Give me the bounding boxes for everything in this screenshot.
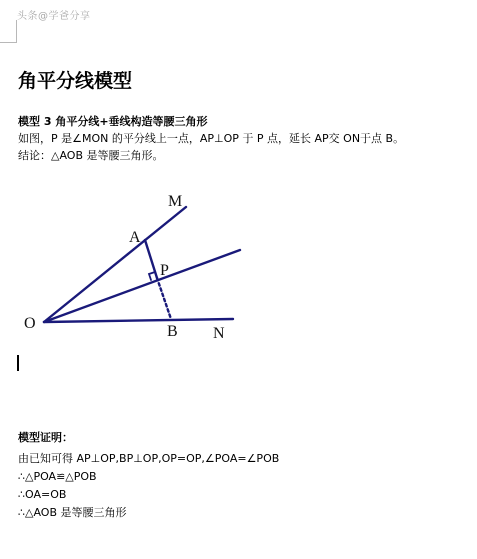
- label-p: P: [160, 262, 169, 279]
- section-heading: 模型 3 角平分线+垂线构造等腰三角形: [18, 115, 208, 128]
- diagram-lines: [44, 207, 240, 322]
- label-b: B: [167, 323, 178, 340]
- label-o: O: [24, 315, 36, 332]
- proof-line: 由已知可得 AP⊥OP,BP⊥OP,OP=OP,∠POA=∠POB: [18, 452, 280, 465]
- label-a: A: [129, 229, 141, 246]
- ray-on: [44, 319, 233, 322]
- ray-op-bisector: [44, 250, 240, 322]
- problem-statement: 如图，P 是∠MON 的平分线上一点，AP⊥OP 于 P 点，延长 AP交 ON于点 B。: [18, 132, 405, 145]
- right-angle-mark: [149, 272, 155, 280]
- page-title: 角平分线模型: [18, 70, 133, 92]
- text-cursor: [17, 355, 19, 371]
- segment-pb-dotted: [157, 278, 171, 319]
- proof-line: ∴△POA≌△POB: [18, 470, 97, 483]
- label-n: N: [213, 325, 225, 342]
- watermark: 头条@学爸分享: [17, 11, 91, 22]
- label-m: M: [168, 193, 183, 210]
- geometry-diagram: [0, 180, 300, 350]
- proof-line: ∴OA=OB: [18, 488, 67, 501]
- conclusion: 结论：△AOB 是等腰三角形。: [18, 149, 164, 162]
- proof-line: ∴△AOB 是等腰三角形: [18, 506, 127, 519]
- proof-heading: 模型证明：: [18, 431, 73, 444]
- page-corner-mark: [0, 20, 17, 43]
